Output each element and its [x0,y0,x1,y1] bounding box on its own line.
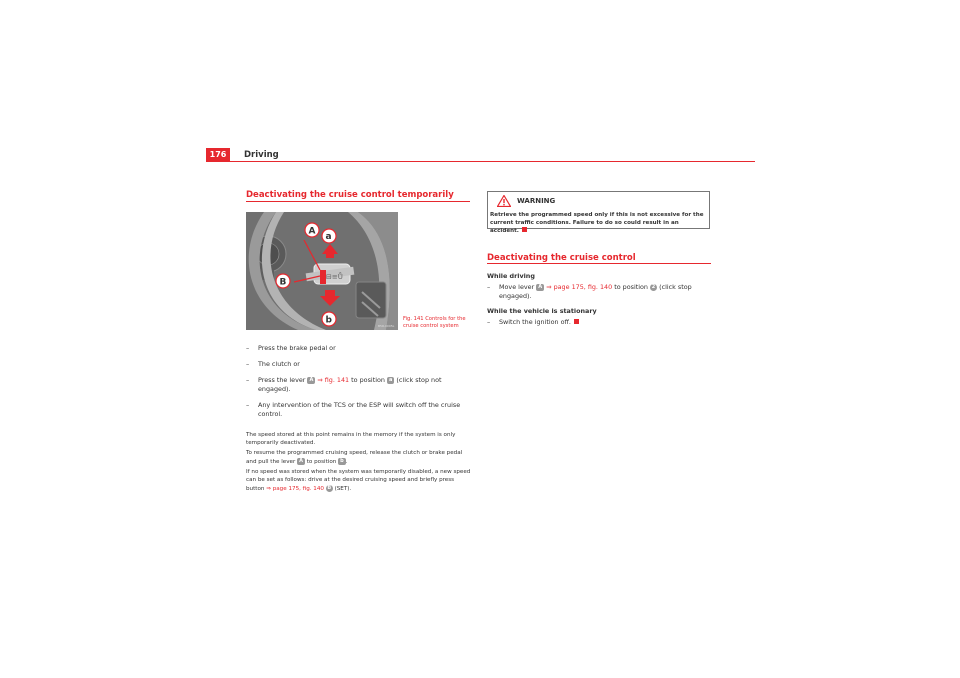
ref-badge-A: A [299,457,303,464]
figure-steering-wheel [246,212,398,330]
page-link[interactable]: ⇒ page 175, fig. 140 [266,485,324,492]
header-divider [206,161,755,162]
figure-caption: Fig. 141 Controls for the cruise control system [403,316,466,329]
page-link[interactable]: ⇒ page 175, fig. 140 [546,283,613,291]
section-divider [487,263,711,264]
list-item: – Press the brake pedal or [246,344,472,353]
notes-block [246,432,472,493]
list-item: – Any intervention of the TCS or the ESP will switch off the cruise control. [246,401,472,419]
note-paragraph: To resume the programmed cruising speed, release the clutch or brake pedal and pull the lever A to position b . [246,450,463,465]
deactivation-steps [246,344,472,419]
ref-badge-b: b [340,457,344,464]
fig-link[interactable]: ⇒ fig. 141 [317,376,350,384]
figure-code: B5R-0005L [378,324,395,328]
section-divider [246,201,470,202]
end-marker [522,227,527,232]
ref-badge-B: B [327,484,332,491]
figure-label-B [276,274,290,288]
note-paragraph: The speed stored at this point remains in the memory if the system is only temporarily deactivated. [246,432,456,446]
list-item: – The clutch or [246,360,472,369]
deactivate-steps [487,272,713,327]
list-item: – Press the lever A ⇒ fig. 141 to position a (click stop not engaged). [246,376,472,394]
note-paragraph: If no speed was stored when the system was temporarily disabled, a new speed can be set as follows: drive at the desired cruising speed and briefly press button ⇒ page 175, fig. 140 B (SET). [246,469,471,492]
subheading-stationary: While the vehicle is stationary [487,307,597,315]
svg-text:B: B [279,277,287,288]
list-item: – Switch the ignition off. [487,318,713,327]
warning-label: WARNING [517,197,556,205]
section-title-deactivate: Deactivating the cruise control [487,253,636,263]
warning-text: Retrieve the programmed speed only if this is not excessive for the current traffic conditions. Failure to do so could result in an accident. [490,212,704,234]
end-marker [574,319,579,324]
svg-text:⊟≡Ů: ⊟≡Ů [326,273,343,281]
page-number: 176 [206,148,230,162]
chapter-title: Driving [244,150,279,160]
figure-label-A [305,223,319,237]
ref-badge-2: 2 [651,284,656,290]
section-title-temporary: Deactivating the cruise control temporarily [246,190,454,200]
ref-badge-a: a [388,377,393,383]
ref-badge-A: A [309,377,314,383]
steering-wheel-illustration [246,212,398,330]
list-item: – Move lever A ⇒ page 175, fig. 140 to position 2 (click stop engaged). [487,283,713,301]
svg-text:a: a [325,232,332,242]
figure-label-b [322,312,336,326]
warning-header [497,195,555,207]
subheading-driving: While driving [487,272,535,280]
ref-badge-A: A [538,284,543,290]
svg-text:A: A [308,226,316,237]
warning-icon [497,195,511,207]
svg-text:b: b [325,315,332,326]
figure-label-a [322,229,336,243]
